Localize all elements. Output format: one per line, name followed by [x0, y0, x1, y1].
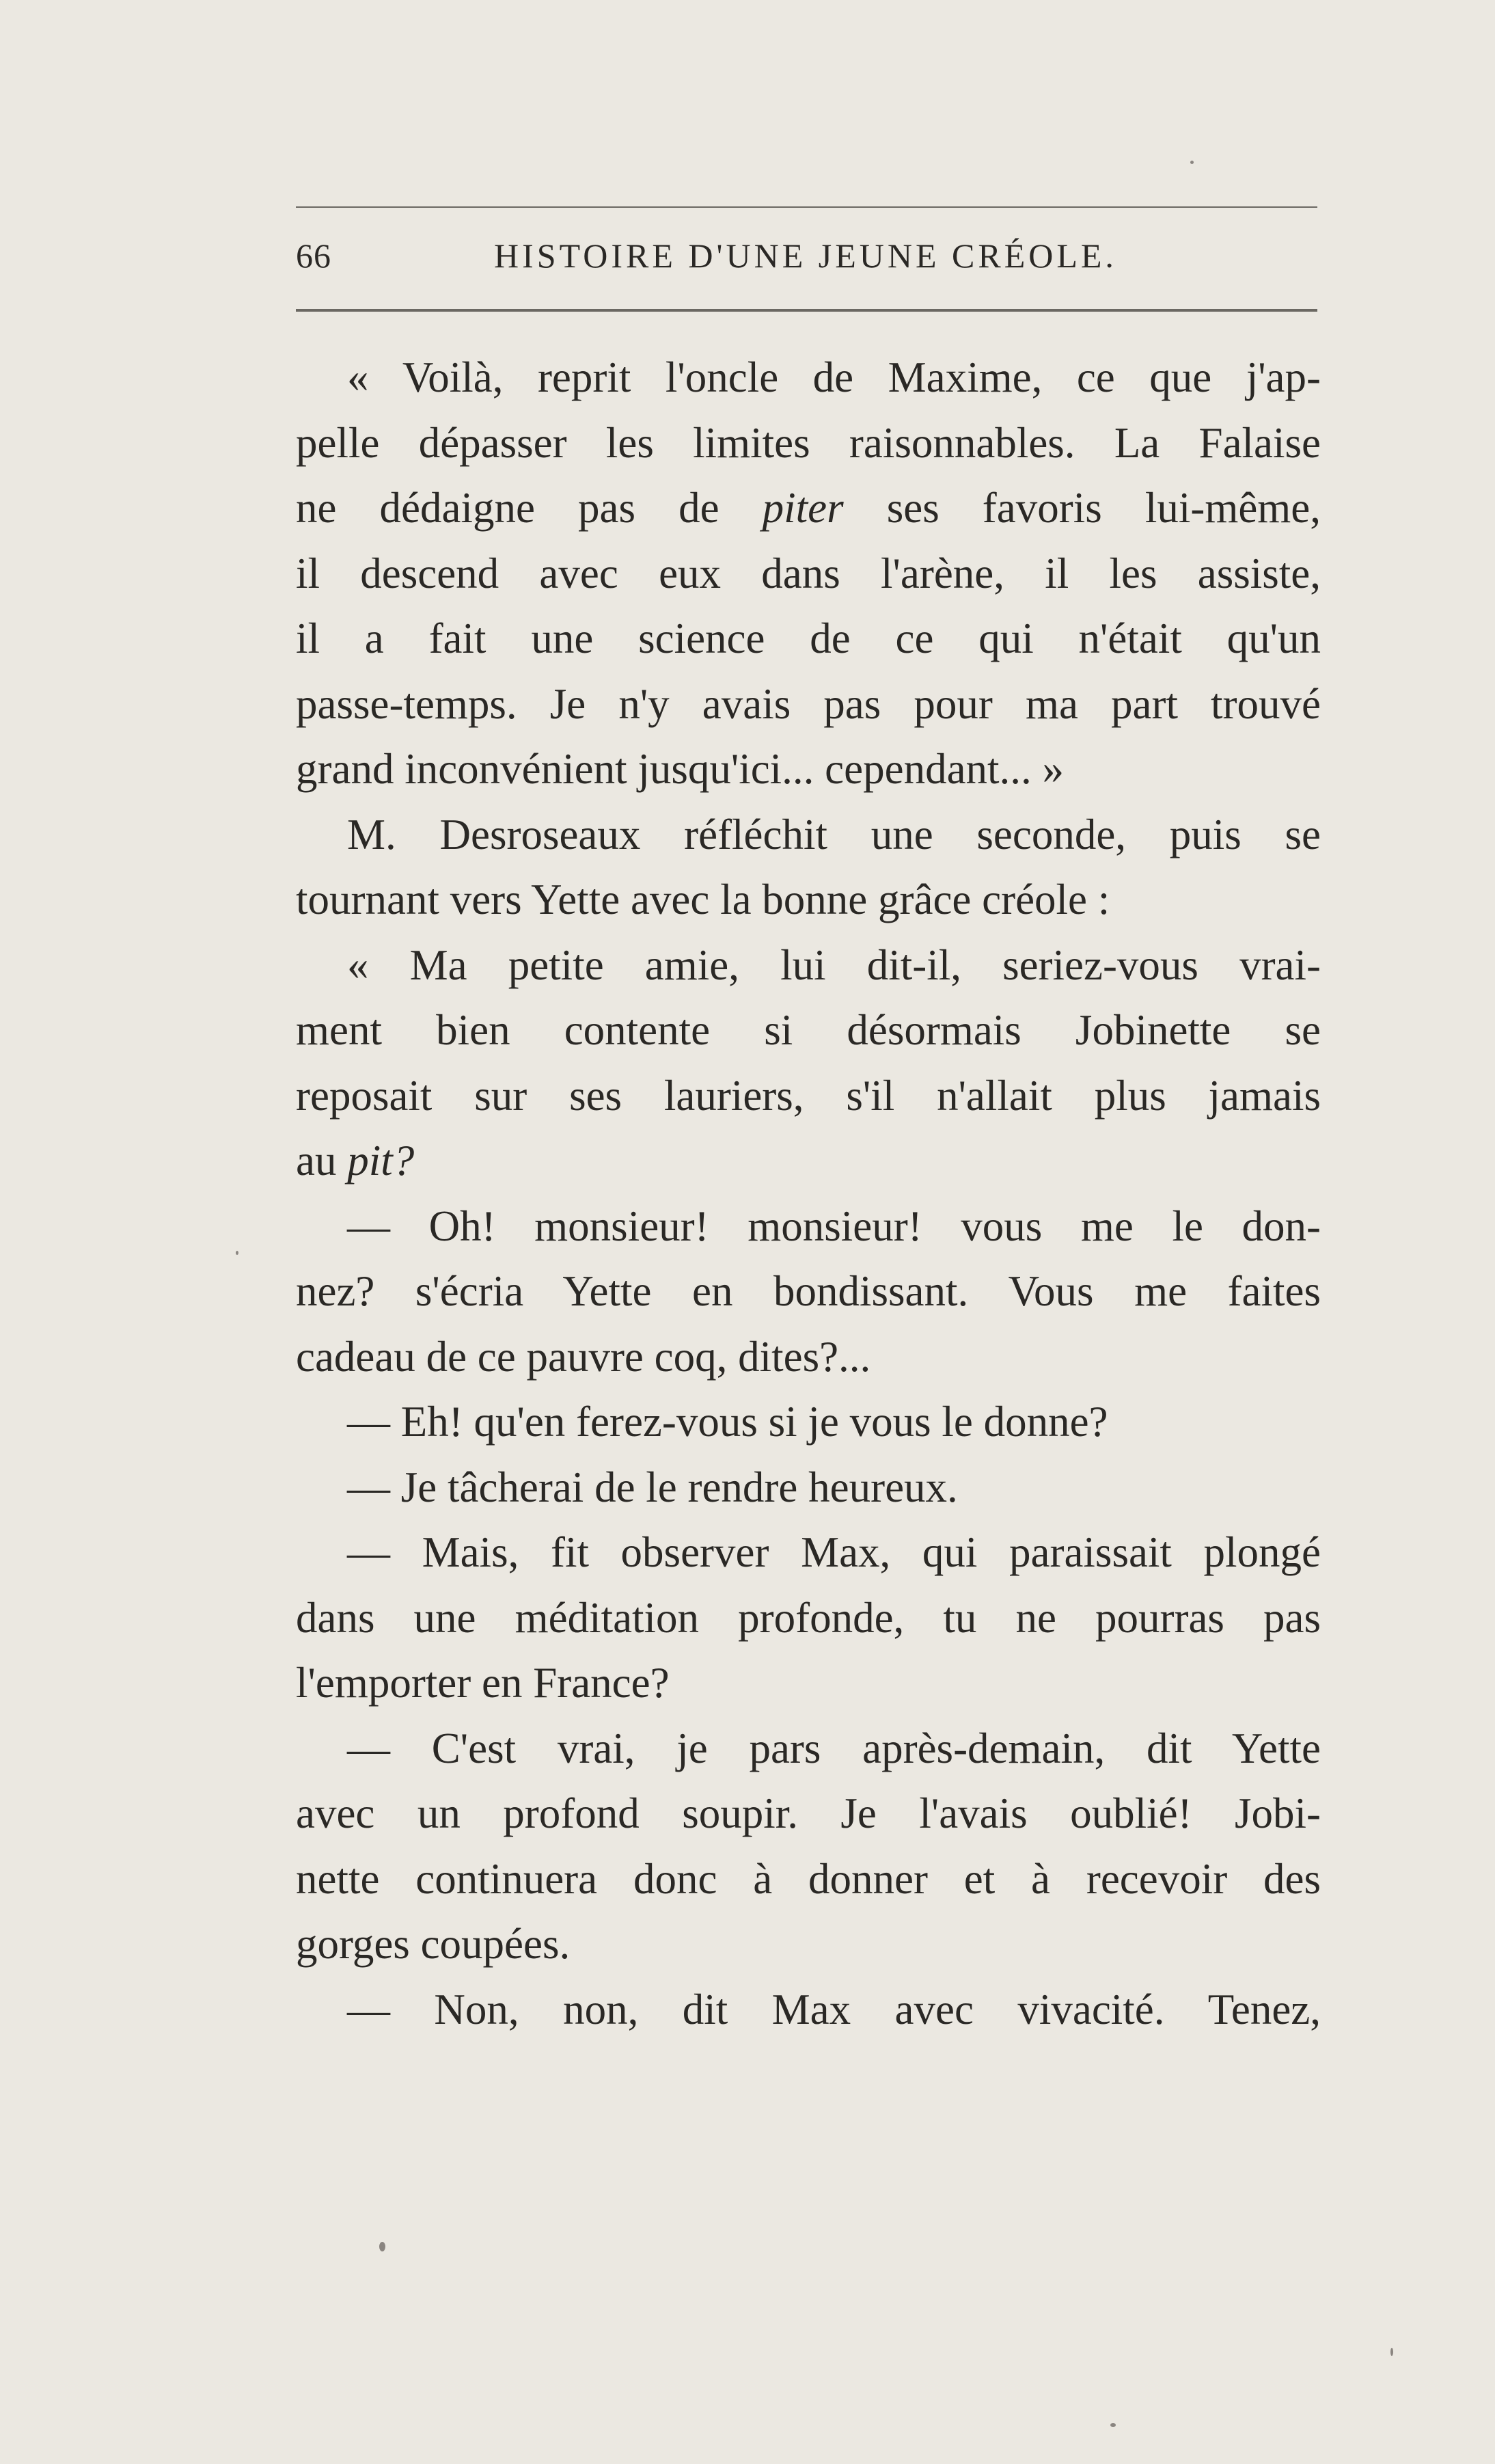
text-line: pelle dépasser les limites raisonnables. La Falaise — [296, 418, 1321, 467]
text-line: grand inconvénient jusqu'ici... cependant... » — [296, 745, 1065, 793]
text-line: passe-temps. Je n'y avais pas pour ma part trouvé — [296, 679, 1321, 728]
body-text — [296, 345, 1321, 2042]
text-line: — Mais, fit observer Max, qui paraissait plongé — [347, 1528, 1321, 1576]
header-rule-bottom — [296, 309, 1317, 312]
text-line: — Je tâcherai de le rendre heureux. — [347, 1463, 958, 1511]
text-line: cadeau de ce pauvre coq, dites?... — [296, 1332, 871, 1381]
text-line: nez? s'écria Yette en bondissant. Vous me faites — [296, 1267, 1321, 1315]
italic-word: pit? — [347, 1137, 415, 1184]
text-line: gorges coupées. — [296, 1920, 571, 1968]
italic-word: piter — [762, 484, 844, 532]
paper-speck — [236, 1251, 238, 1255]
text-line: « Ma petite amie, lui dit-il, seriez-vous vrai- — [347, 940, 1321, 989]
text-line: — C'est vrai, je pars après-demain, dit Yette — [347, 1724, 1321, 1772]
text-line: dans une méditation profonde, tu ne pourras pas — [296, 1593, 1321, 1642]
text-line: — Eh! qu'en ferez-vous si je vous le donne? — [347, 1398, 1108, 1446]
text-line: M. Desroseaux réfléchit une seconde, puis se — [347, 810, 1321, 858]
text-line: l'emporter en France? — [296, 1659, 670, 1707]
text-line: tournant vers Yette avec la bonne grâce créole : — [296, 876, 1110, 923]
paper-speck — [1110, 2423, 1116, 2427]
paper-speck — [1190, 161, 1194, 164]
text-line: — Oh! monsieur! monsieur! vous me le don- — [347, 1202, 1321, 1250]
text-line: « Voilà, reprit l'oncle de Maxime, ce que j'ap- — [347, 353, 1321, 401]
text-line: au pit? — [296, 1137, 415, 1184]
text-line: il descend avec eux dans l'arène, il les assiste, — [296, 549, 1321, 597]
text-line: nette continuera donc à donner et à recevoir des — [296, 1854, 1321, 1903]
running-header — [296, 236, 1317, 284]
text-line: reposait sur ses lauriers, s'il n'allait plus jamais — [296, 1071, 1321, 1120]
header-rule-top — [296, 206, 1317, 208]
text-line: avec un profond soupir. Je l'avais oublié! Jobi- — [296, 1789, 1321, 1837]
paper-speck — [379, 2242, 385, 2251]
text-line: il a fait une science de ce qui n'était qu'un — [296, 614, 1321, 662]
paper-speck — [1390, 2348, 1393, 2356]
page-number: 66 — [296, 236, 331, 275]
running-title: HISTOIRE D'UNE JEUNE CRÉOLE. — [494, 236, 1117, 275]
text-line: ne dédaigne pas de piter ses favoris lui-même, — [296, 484, 1321, 532]
text-line: — Non, non, dit Max avec vivacité. Tenez, — [347, 1985, 1321, 2033]
text-line: ment bien contente si désormais Jobinette se — [296, 1006, 1321, 1054]
